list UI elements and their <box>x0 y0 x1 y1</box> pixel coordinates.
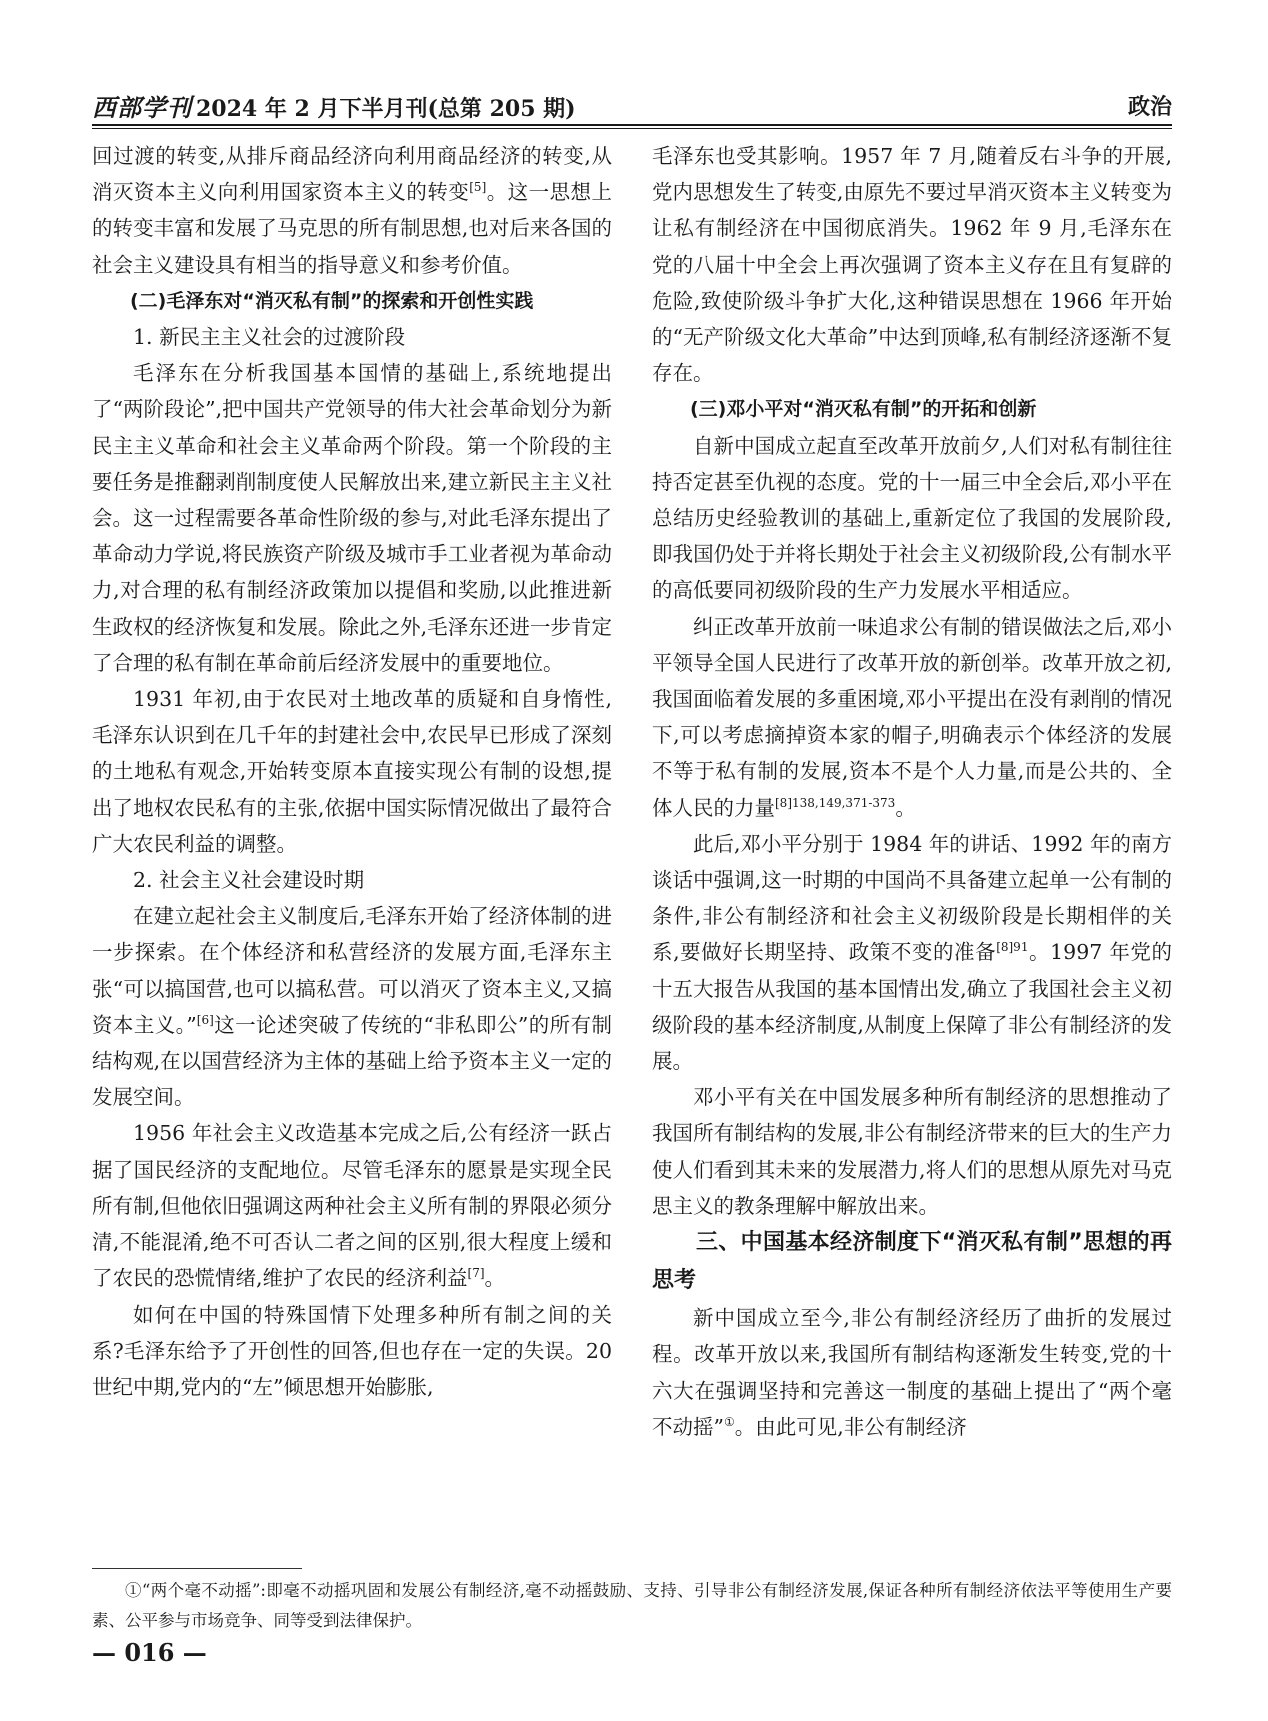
citation: [8]138,149,371-373 <box>775 795 896 810</box>
paragraph: 新中国成立至今,非公有制经济经历了曲折的发展过程。改革开放以来,我国所有制结构逐渐发生转变,党的十六大在强调坚持和完善这一制度的基础上提出了“两个毫不动摇”①。由此可见,非公有制经济 <box>652 1306 1172 1439</box>
paragraph: 1931 年初,由于农民对土地改革的质疑和自身惰性,毛泽东认识到在几千年的封建社会中,农民早已形成了深刻的土地私有观念,开始转变原本直接实现公有制的设想,提出了地权农民私有的主张,依据中国实际情况做出了最符合广大农民利益的调整。 <box>92 687 612 856</box>
citation: [5] <box>469 180 487 195</box>
paragraph: 在建立起社会主义制度后,毛泽东开始了经济体制的进一步探索。在个体经济和私营经济的发展方面,毛泽东主张“可以搞国营,也可以搞私营。可以消灭了资本主义,又搞资本主义。”[6]这一论述突破了传统的“非私即公”的所有制结构观,在以国营经济为主体的基础上给予资本主义一定的发展空间。 <box>92 904 612 1110</box>
header-rule-thin <box>92 128 1172 129</box>
journal-logo: 西部学刊 <box>92 93 192 122</box>
citation: [6] <box>196 1013 214 1028</box>
page-number: — 016 — <box>92 1638 207 1667</box>
paragraph: 1956 年社会主义改造基本完成之后,公有经济一跃占据了国民经济的支配地位。尽管毛泽东的愿景是实现全民所有制,但他依旧强调这两种社会主义所有制的界限必须分清,不能混淆,绝不可否认二者之间的区别,很大程度上缓和了农民的恐慌情绪,维护了农民的经济利益[7]。 <box>92 1121 612 1291</box>
footnote-rule <box>92 1568 302 1569</box>
citation: [7] <box>467 1266 485 1281</box>
footnote: ①“两个毫不动摇”:即毫不动摇巩固和发展公有制经济,毫不动摇鼓励、支持、引导非公有制经济发展,保证各种所有制经济依法平等使用生产要素、公平参与市场竞争、同等受到法律保护。 <box>92 1581 1172 1630</box>
sub-heading: 1. 新民主主义社会的过渡阶段 <box>133 325 406 350</box>
paragraph: 回过渡的转变,从排斥商品经济向利用商品经济的转变,从消灭资本主义向利用国家资本主义的转变[5]。这一思想上的转变丰富和发展了马克思的所有制思想,也对后来各国的社会主义建设具有相当的指导意义和参考价值。 <box>92 144 612 277</box>
left-column <box>92 138 612 1405</box>
right-column <box>652 138 1172 1445</box>
section-heading: (二)毛泽东对“消灭私有制”的探索和开创性实践 <box>130 289 534 312</box>
footnote-marker: ① <box>723 1414 735 1429</box>
major-heading: 三、中国基本经济制度下“消灭私有制”思想的再思考 <box>652 1230 1172 1294</box>
paragraph: 如何在中国的特殊国情下处理多种所有制之间的关系?毛泽东给予了开创性的回答,但也存在一定的失误。20 世纪中期,党内的“左”倾思想开始膨胀, <box>92 1302 612 1399</box>
paragraph: 自新中国成立起直至改革开放前夕,人们对私有制往往持否定甚至仇视的态度。党的十一届三中全会后,邓小平在总结历史经验教训的基础上,重新定位了我国的发展阶段,即我国仍处于并将长期处于社会主义初级阶段,公有制水平的高低要同初级阶段的生产力发展水平相适应。 <box>652 433 1172 603</box>
header-rule <box>92 124 1172 126</box>
paragraph: 此后,邓小平分别于 1984 年的讲话、1992 年的南方谈话中强调,这一时期的中国尚不具备建立起单一公有制的条件,非公有制经济和社会主义初级阶段是长期相伴的关系,要做好长期坚持、政策不变的准备$^{[8]91}$。1997 年党的十五大报告从我国的基本国情出发,确立了我国社会主义初级阶段的基本经济制度,从制度上保障了非公有制经济的发展。 <box>652 831 1173 1074</box>
paragraph: 纠正改革开放前一味追求公有制的错误做法之后,邓小平领导全国人民进行了改革开放的新创举。改革开放之初,我国面临着发展的多重困境,邓小平提出在没有剥削的情况下,可以考虑摘掉资本家的帽子,明确表示个体经济的发展不等于私有制的发展,资本不是个人力量,而是公共的、全体人民的力量$^{[8]138,149,371-373}$。 <box>652 614 1172 820</box>
paragraph: 毛泽东也受其影响。1957 年 7 月,随着反右斗争的开展,党内思想发生了转变,由原先不要过早消灭资本主义转变为让私有制经济在中国彻底消失。1962 年 9 月,毛泽东在党的八届十中全会上再次强调了资本主义存在且有复辟的危险,致使阶级斗争扩大化,这种错误思想在 1966 年开始的“无产阶级文化大革命”中达到顶峰,私有制经济逐渐不复存在。 <box>652 144 1172 386</box>
section-name: 政治 <box>1127 95 1172 120</box>
paragraph: 毛泽东在分析我国基本国情的基础上,系统地提出了“两阶段论”,把中国共产党领导的伟大社会革命划分为新民主主义革命和社会主义革命两个阶段。第一个阶段的主要任务是推翻剥削制度使人民解放出来,建立新民主主义社会。这一过程需要各革命性阶级的参与,对此毛泽东提出了革命动力学说,将民族资产阶级及城市手工业者视为革命动力,对合理的私有制经济政策加以提倡和奖励,以此推进新生政权的经济恢复和发展。除此之外,毛泽东还进一步肯定了合理的私有制在革命前后经济发展中的重要地位。 <box>92 361 612 675</box>
citation: [8]91 <box>996 940 1029 955</box>
sub-heading: 2. 社会主义社会建设时期 <box>133 868 365 893</box>
section-heading: (三)邓小平对“消灭私有制”的开拓和创新 <box>690 398 1037 421</box>
header-left <box>92 88 576 123</box>
running-header <box>92 84 1172 124</box>
paragraph: 邓小平有关在中国发展多种所有制经济的思想推动了我国所有制结构的发展,非公有制经济带来的巨大的生产力使人们看到其未来的发展潜力,将人们的思想从原先对马克思主义的教条理解中解放出来。 <box>652 1085 1172 1218</box>
issue-info: 2024 年 2 月下半月刊(总第 205 期) <box>196 96 576 122</box>
